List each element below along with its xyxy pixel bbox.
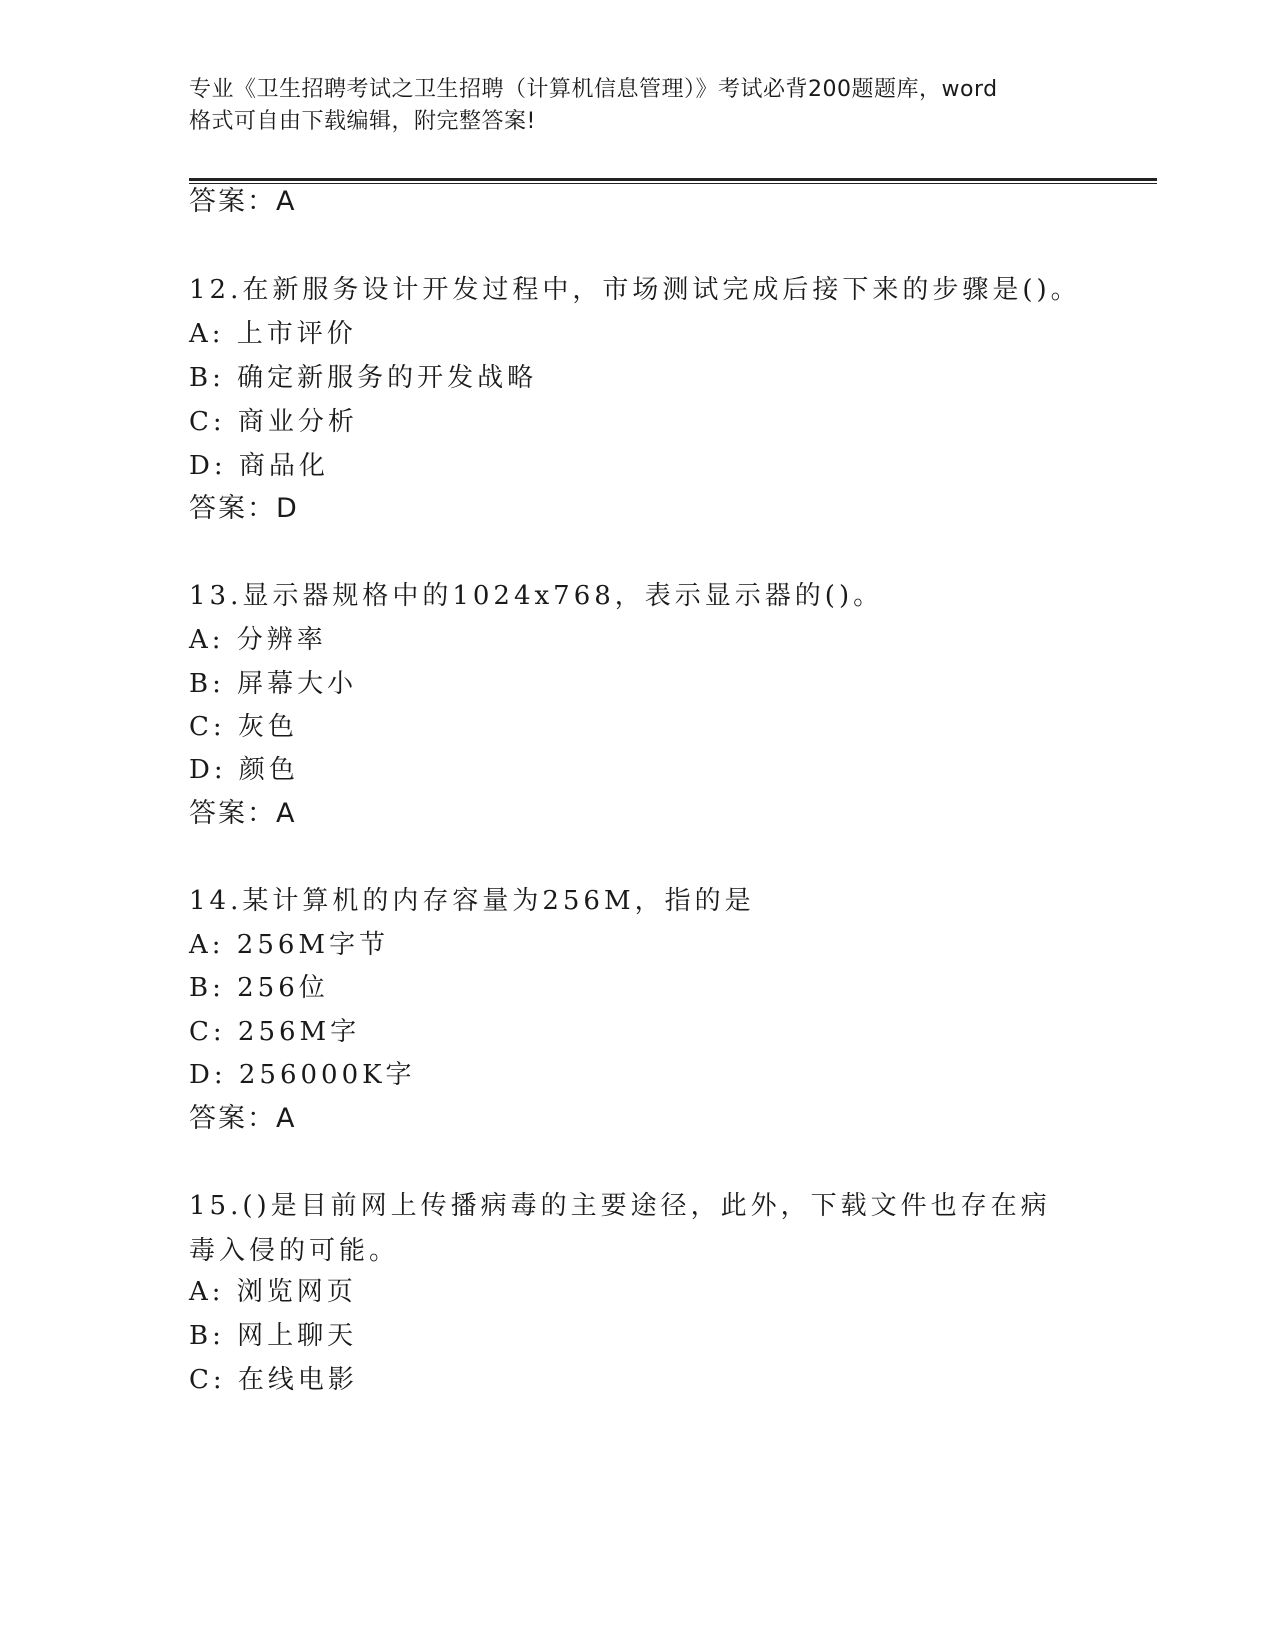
question-14-option-c: C: 256M字 (189, 1017, 361, 1047)
question-15-option-c: C: 在线电影 (189, 1365, 358, 1395)
question-13-option-d: D: 颜色 (189, 755, 299, 785)
question-12-stem: 12.在新服务设计开发过程中，市场测试完成后接下来的步骤是()。 (189, 275, 1081, 305)
question-13-option-a: A: 分辨率 (189, 625, 327, 655)
answer-q12: 答案：D (189, 493, 299, 524)
question-15-option-b: B: 网上聊天 (189, 1321, 358, 1351)
answer-q14: 答案：A (189, 1103, 297, 1134)
question-12-option-d: D: 商品化 (189, 451, 329, 481)
question-13-option-c: C: 灰色 (189, 712, 298, 742)
header-title-line-1: 专业《卫生招聘考试之卫生招聘（计算机信息管理）》考试必背200题题库，word (189, 77, 998, 102)
question-13-stem: 13.显示器规格中的1024x768，表示显示器的()。 (189, 581, 884, 611)
question-15-option-a: A: 浏览网页 (189, 1277, 357, 1307)
answer-q11: 答案：A (189, 186, 297, 217)
question-14-option-a: A: 256M字节 (189, 930, 390, 960)
question-12-option-c: C: 商业分析 (189, 407, 358, 437)
answer-q13: 答案：A (189, 798, 297, 829)
document-header (189, 74, 1089, 138)
question-14-stem: 14.某计算机的内存容量为256M，指的是 (189, 886, 755, 916)
question-14-option-d: D: 256000K字 (189, 1060, 416, 1090)
header-rule-thin (189, 183, 1157, 184)
question-12-option-b: B: 确定新服务的开发战略 (189, 363, 538, 393)
question-13-option-b: B: 屏幕大小 (189, 669, 358, 699)
question-14-option-b: B: 256位 (189, 973, 329, 1003)
question-15-stem: 15.()是目前网上传播病毒的主要途径，此外，下载文件也存在病毒入侵的可能。 (189, 1191, 1051, 1266)
question-12-option-a: A: 上市评价 (189, 319, 357, 349)
header-rule-thick (189, 178, 1157, 181)
header-title-line-2: 格式可自由下载编辑，附完整答案! (189, 109, 536, 134)
